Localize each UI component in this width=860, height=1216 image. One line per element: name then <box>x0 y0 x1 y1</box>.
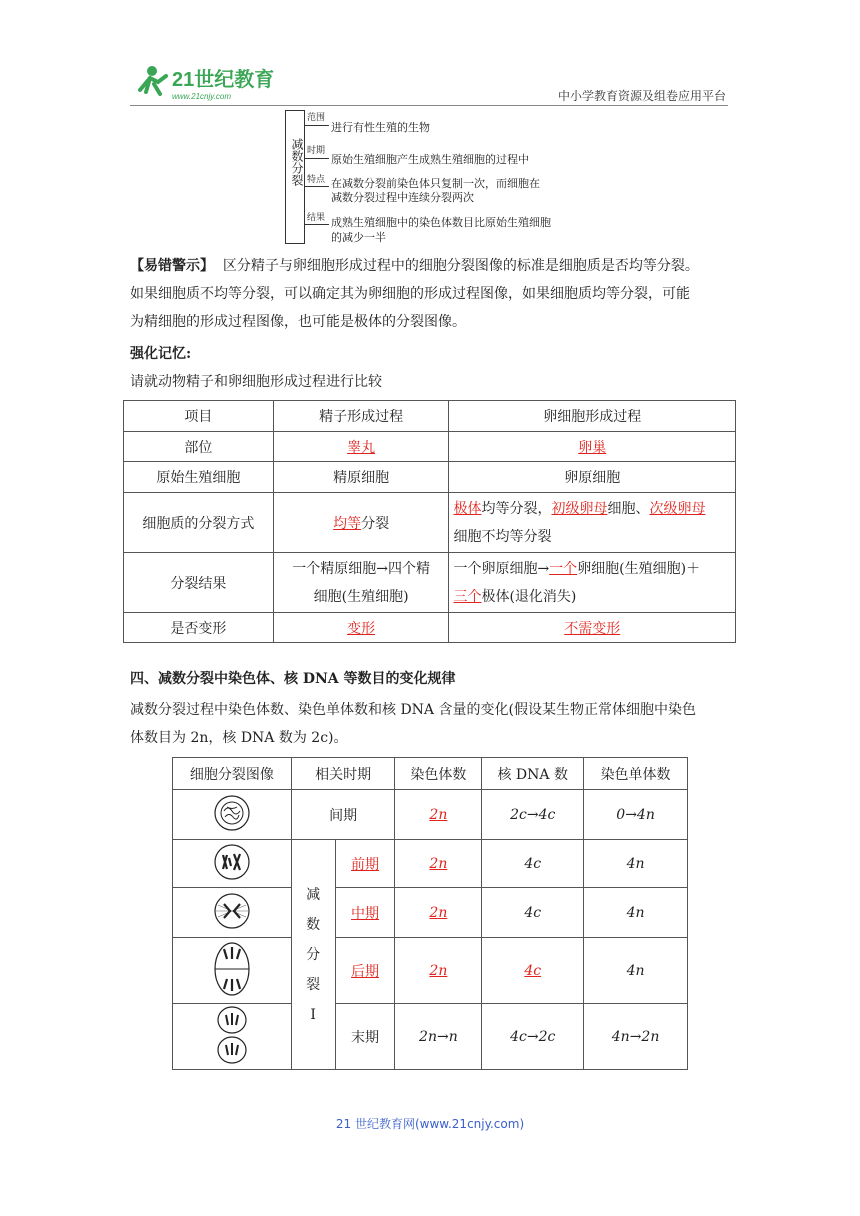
answer: 后期 <box>351 963 380 980</box>
table-header: 核 DNA 数 <box>482 758 584 790</box>
cell-image-telophase <box>173 1004 292 1070</box>
table-header-row <box>124 401 736 432</box>
table-row <box>124 462 736 493</box>
diagram-text: 成熟生殖细胞中的染色体数目比原始生殖细胞 <box>331 216 551 229</box>
answer: 卵巢 <box>578 439 607 456</box>
platform-name: 中小学教育资源及组卷应用平台 <box>558 89 727 103</box>
memory-intro: 请就动物精子和卵细胞形成过程进行比较 <box>130 374 382 390</box>
answer: 初级卵母 <box>551 500 608 517</box>
cell-text: 一个卵原细胞→ <box>453 560 550 577</box>
cell-image-anaphase <box>173 938 292 1004</box>
sperm-egg-comparison-table <box>123 400 736 643</box>
meiosis-count-table <box>172 757 688 1070</box>
answer: 一个 <box>549 560 578 577</box>
cell: 2c→4c <box>482 790 584 840</box>
phase-char: 分 <box>306 946 321 963</box>
table-row <box>173 1004 688 1070</box>
cell-text: 一个精原细胞→四个精 <box>292 560 430 577</box>
answer: 睾丸 <box>347 439 376 456</box>
diagram-text: 在减数分裂前染色体只复制一次，而细胞在 <box>331 177 540 190</box>
phase-char: 数 <box>306 916 321 933</box>
row-label: 细胞质的分裂方式 <box>124 493 274 553</box>
cell: 2n→n <box>395 1004 482 1070</box>
answer: 2n <box>429 806 448 823</box>
section-line1: 减数分裂过程中染色体数、染色单体数和核 DNA 含量的变化(假设某生物正常体细胞中染色 <box>130 702 696 718</box>
warning-title: 【易错警示】 <box>130 258 214 274</box>
table-row <box>124 553 736 613</box>
logo-url: www.21cnjy.com <box>172 92 231 101</box>
cell: 4n <box>584 840 688 888</box>
cell-text: 均等分裂， <box>481 500 552 517</box>
memory-title: 强化记忆: <box>130 346 192 362</box>
table-row <box>124 613 736 643</box>
warning-line3: 为精细胞的形成过程图像，也可能是极体的分裂图像。 <box>130 314 466 330</box>
row-label: 分裂结果 <box>124 553 274 613</box>
row-label: 原始生殖细胞 <box>124 462 274 493</box>
table-header-row <box>173 758 688 790</box>
row-label: 是否变形 <box>124 613 274 643</box>
answer: 前期 <box>351 856 380 873</box>
cell: 末期 <box>335 1004 395 1070</box>
cell: 间期 <box>291 790 395 840</box>
phase-char: Ⅰ <box>310 1006 316 1023</box>
cell-text: 分裂 <box>361 515 390 532</box>
table-header: 相关时期 <box>291 758 395 790</box>
table-row <box>124 493 736 553</box>
cell: 4c <box>482 840 584 888</box>
table-row <box>173 888 688 938</box>
row-label: 部位 <box>124 432 274 462</box>
table-row <box>173 938 688 1004</box>
answer: 三个 <box>453 588 482 605</box>
header-divider <box>130 105 728 106</box>
cell-text: 细胞不均等分裂 <box>453 528 552 545</box>
cell: 0→4n <box>584 790 688 840</box>
section-line2: 体数目为 2n，核 DNA 数为 2c)。 <box>130 730 348 746</box>
answer: 次级卵母 <box>649 500 706 517</box>
table-header: 染色单体数 <box>584 758 688 790</box>
diagram-text: 原始生殖细胞产生成熟生殖细胞的过程中 <box>331 153 529 166</box>
cell: 精原细胞 <box>273 462 449 493</box>
warning-paragraph <box>130 252 730 336</box>
logo-text: 21世纪教育 <box>172 69 275 91</box>
warning-line1: 区分精子与卵细胞形成过程中的细胞分裂图像的标准是细胞质是否均等分裂。 <box>222 258 699 274</box>
cell-text: 卵细胞(生殖细胞)＋ <box>577 560 701 577</box>
cell-image-interphase <box>173 790 292 840</box>
table-row <box>173 790 688 840</box>
diagram-label: 范围 <box>307 113 326 123</box>
answer: 不需变形 <box>564 620 621 637</box>
answer: 2n <box>429 904 448 921</box>
diagram-text: 的减少一半 <box>331 231 386 244</box>
answer: 均等 <box>333 515 362 532</box>
warning-line2: 如果细胞质不均等分裂，可以确定其为卵细胞的形成过程图像，如果细胞质均等分裂，可能 <box>130 286 690 302</box>
answer: 极体 <box>453 500 482 517</box>
cell: 4c <box>482 888 584 938</box>
table-header: 染色体数 <box>395 758 482 790</box>
diagram-text: 进行有性生殖的生物 <box>331 121 430 134</box>
diagram-label: 时期 <box>307 146 326 156</box>
answer: 变形 <box>347 620 376 637</box>
diagram-root-text: 减数分裂 <box>290 138 304 186</box>
cell: 4c→2c <box>482 1004 584 1070</box>
section-intro <box>130 696 740 752</box>
diagram-label: 特点 <box>307 175 326 185</box>
cell-text: 极体(退化消失) <box>481 588 577 605</box>
diagram-root <box>288 138 302 191</box>
phase-char: 减 <box>306 886 321 903</box>
table-header: 卵细胞形成过程 <box>449 401 736 432</box>
table-header: 精子形成过程 <box>273 401 449 432</box>
answer: 2n <box>429 962 448 979</box>
cell-image-metaphase <box>173 888 292 938</box>
section-title: 四、减数分裂中染色体、核 DNA 等数目的变化规律 <box>130 671 456 687</box>
table-header: 细胞分裂图像 <box>173 758 292 790</box>
table-header: 项目 <box>124 401 274 432</box>
answer: 4c <box>524 962 542 979</box>
diagram-text: 减数分裂过程中连续分裂两次 <box>331 191 474 204</box>
cell-text: 细胞、 <box>607 500 650 517</box>
meiosis-concept-diagram <box>283 108 583 246</box>
cell: 4n <box>584 938 688 1004</box>
table-row <box>173 840 688 888</box>
answer: 中期 <box>351 905 380 922</box>
phase-char: 裂 <box>306 976 321 993</box>
phase-group-label <box>291 840 335 1070</box>
logo <box>130 62 280 104</box>
cell: 4n <box>584 888 688 938</box>
cell: 4n→2n <box>584 1004 688 1070</box>
cell: 卵原细胞 <box>449 462 736 493</box>
cell-text: 细胞(生殖细胞) <box>313 588 409 605</box>
footer-link[interactable]: 21 世纪教育网(www.21cnjy.com) <box>335 1117 525 1131</box>
cell-image-prophase <box>173 840 292 888</box>
answer: 2n <box>429 855 448 872</box>
diagram-label: 结果 <box>307 213 326 223</box>
table-row <box>124 432 736 462</box>
